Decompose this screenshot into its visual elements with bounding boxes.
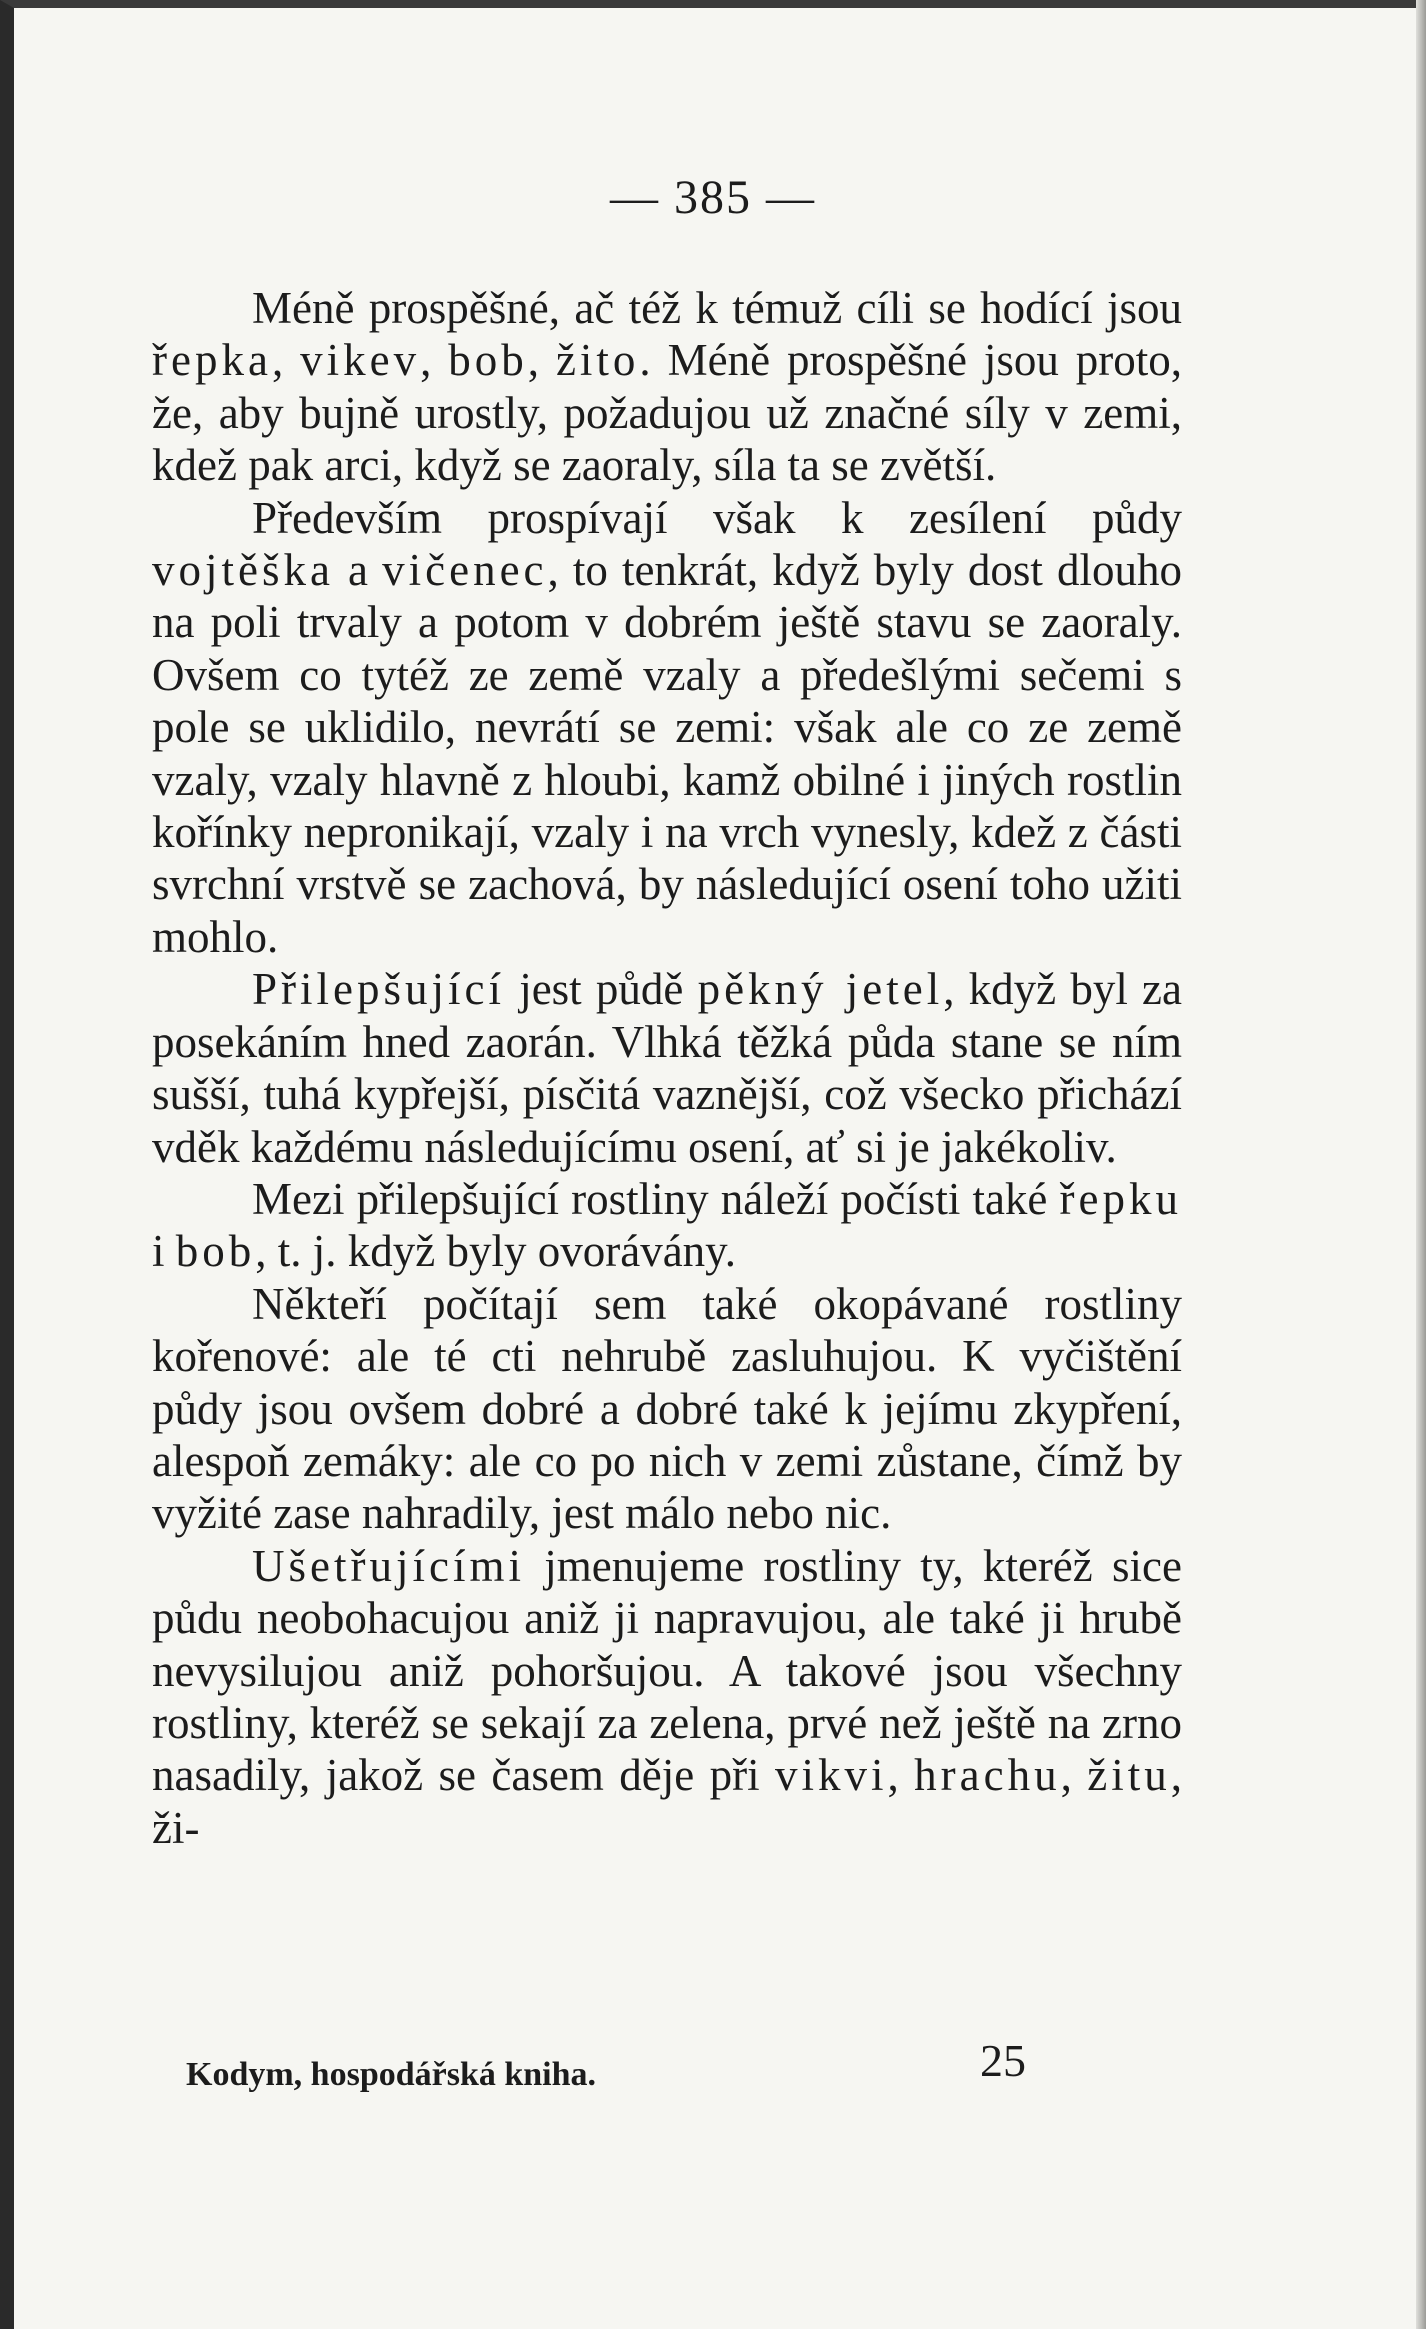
paragraph [152,1278,1182,1540]
text-run: . Méně prospěšné jsou proto, že, aby bujně urostly, požadujou už značné síly v zemi, kdež pak arci, když se zaoraly, síla ta se zvětší. [152,335,1183,491]
text-run: , [1060,1750,1088,1801]
text-run: , [271,335,301,386]
signature-mark: 25 [980,2035,1026,2086]
emphasized-word: Ušetřujícími [252,1540,525,1591]
emphasized-word: vičenec [382,545,548,596]
text-run: , t. j. když byly ovorávány. [255,1226,737,1277]
emphasized-word: bob [175,1226,256,1277]
emphasized-word: žitu [1087,1750,1171,1801]
text-run: Především prospívají však k zesílení půdy [252,492,1182,543]
book-signature: Kodym, hospodářská kniha. [186,2056,597,2093]
paragraph [152,1173,1182,1278]
text-run: , [887,1750,915,1801]
paragraph [152,492,1182,964]
emphasized-word: žito [555,335,640,386]
emphasized-word: bob [448,335,528,386]
paragraph [152,282,1182,492]
emphasized-word: řepku [1059,1173,1182,1224]
page-header: — 385 — [610,171,816,224]
text-run: , když byl za posekáním hned zaorán. Vlhká těžká půda stane se ním sušší, tuhá kypřejší, písčitá vaznější, což všecko přichází vděk každému následujícímu osení, ať si je jakékoliv. [152,964,1183,1172]
emphasized-word: vikvi [775,1750,888,1801]
text-run: , [420,335,449,386]
text-run: , ži- [152,1750,1182,1853]
paragraph [152,1540,1182,1854]
emphasized-word: hrachu [914,1750,1061,1801]
text-run: Někteří počítají sem také okopávané rostliny kořenové: ale té cti nehrubě zasluhujou. K vyčištění půdy jsou ovšem dobré a dobré také k jejímu zkypření, alespoň zemáky: ale co po nich v zemi zůstane, čímž by vyžité zase nahradily, jest málo nebo nic. [152,1278,1182,1539]
text-run: Méně prospěšné, ač též k témuž cíli se hodící jsou [252,283,1182,333]
body-text [152,282,1182,1854]
text-run: , [527,335,556,386]
emphasized-word: vikev [300,335,421,386]
emphasized-word: řepka [152,335,272,386]
text-run: jest půdě [504,964,698,1015]
paragraph [152,963,1182,1173]
text-run: a [333,545,383,596]
text-run: i [152,1226,176,1277]
emphasized-word: pěkný jetel [697,964,944,1015]
emphasized-word: vojtěška [152,545,334,596]
text-run: , to tenkrát, když byly dost dlouho na poli trvaly a potom v dobrém ještě stavu se zaoraly. Ovšem co tytéž ze země vzaly a předešlými sečemi s pole se uklidilo, nevrátí se zemi: však ale co ze země vzaly, vzaly hlavně z hloubi, kamž obilné i jiných rostlin kořínky nepronikají, vzaly i na vrch vynesly, kdež z části svrchní vrstvě se zachová, by následující osení toho užiti mohlo. [152,545,1182,962]
scan-right-edge [1416,0,1426,2329]
emphasized-word: Přilepšující [252,964,505,1015]
text-run: jmenujeme rostliny ty, kteréž sice půdu neobohacujou aniž ji napravujou, ale také ji hrubě nevysilujou aniž pohoršujou. A takové jsou všechny rostliny, kteréž se sekají za zelena, prvé než ještě na zrno nasadily, jakož se časem děje při [152,1540,1182,1801]
text-run: Mezi přilepšující rostliny náleží počísti také [252,1173,1060,1224]
